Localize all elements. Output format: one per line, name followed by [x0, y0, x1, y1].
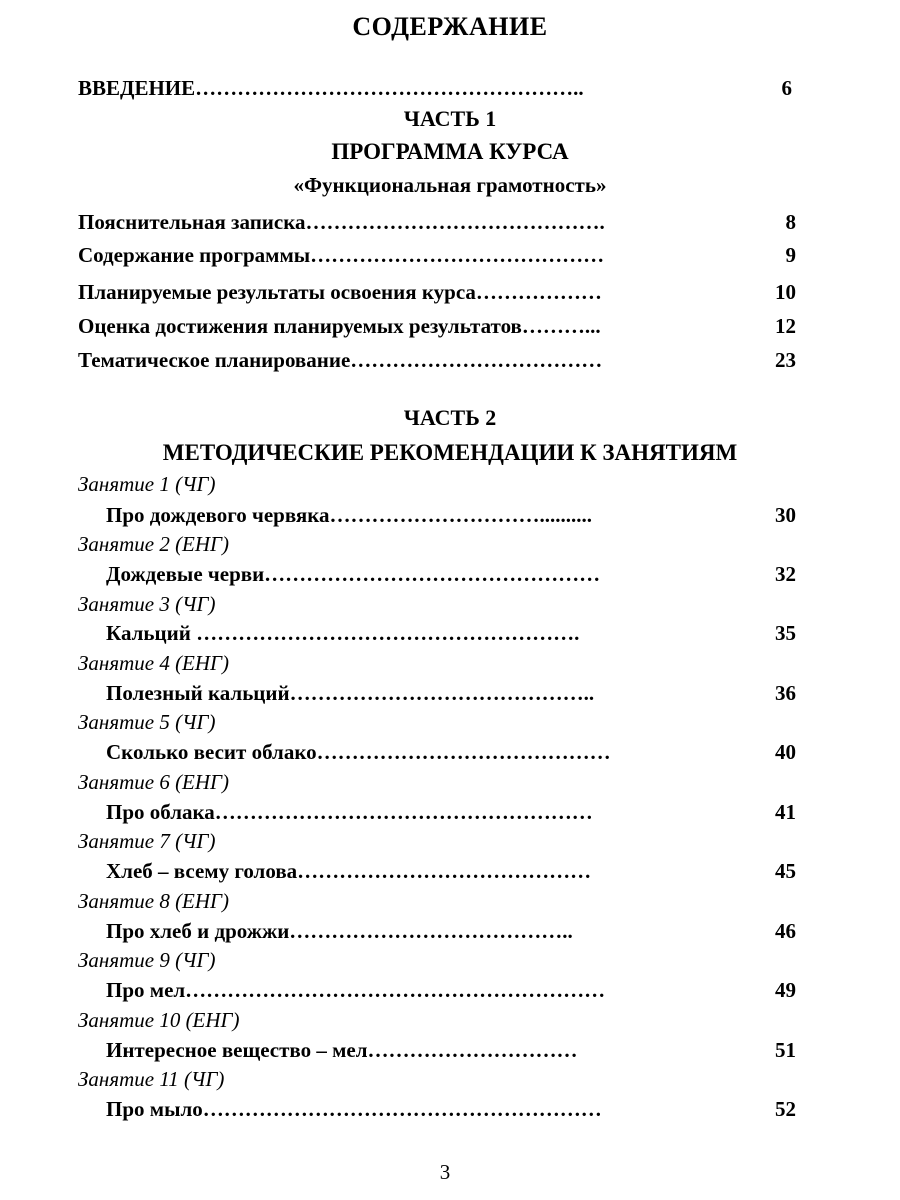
toc-entry-page: 12 — [775, 314, 796, 338]
toc-entry-page: 23 — [775, 348, 796, 372]
lesson-page: 30 — [775, 503, 796, 527]
lesson-title: Хлеб – всему голова…………………………………… — [106, 859, 592, 883]
lesson-title: Про хлеб и дрожжи………………………………….. — [106, 919, 573, 943]
lesson-label: Занятие 6 (ЕНГ) — [78, 770, 229, 794]
toc-entry-text: Оценка достижения планируемых результатов………... — [78, 314, 601, 338]
page-number: 3 — [439, 1160, 451, 1184]
part1-subheading: «Функциональная грамотность» — [293, 173, 607, 197]
lesson-page: 36 — [775, 681, 796, 705]
lesson-page: 49 — [775, 978, 796, 1002]
lesson-page: 32 — [775, 562, 796, 586]
lesson-title: Полезный кальций…………………………………….. — [106, 681, 595, 705]
toc-entry-page: 10 — [775, 280, 796, 304]
lesson-page: 45 — [775, 859, 796, 883]
lesson-title: Дождевые черви………………………………………… — [106, 562, 601, 586]
part1-label: ЧАСТЬ 1 — [403, 106, 497, 131]
lesson-label: Занятие 3 (ЧГ) — [78, 592, 216, 616]
lesson-label: Занятие 1 (ЧГ) — [78, 472, 216, 496]
lesson-label: Занятие 10 (ЕНГ) — [78, 1008, 240, 1032]
part2-label: ЧАСТЬ 2 — [403, 405, 497, 430]
lesson-title: Про мыло………………………………………………… — [106, 1097, 602, 1121]
toc-entry-text: Пояснительная записка……………………………………. — [78, 210, 605, 234]
lesson-page: 35 — [775, 621, 796, 645]
page-title: СОДЕРЖАНИЕ — [352, 12, 548, 41]
part2-heading: МЕТОДИЧЕСКИЕ РЕКОМЕНДАЦИИ К ЗАНЯТИЯМ — [162, 440, 738, 465]
intro-entry-text: ВВЕДЕНИЕ……………………………………………….. — [78, 76, 584, 100]
toc-entry-text: Содержание программы…………………………………… — [78, 243, 605, 267]
toc-entry-text: Планируемые результаты освоения курса……………… — [78, 280, 602, 304]
lesson-title: Кальций ………………………………………………. — [106, 621, 580, 645]
lesson-page: 41 — [775, 800, 796, 824]
lesson-label: Занятие 11 (ЧГ) — [78, 1067, 225, 1091]
lesson-label: Занятие 9 (ЧГ) — [78, 948, 216, 972]
lesson-title: Сколько весит облако…………………………………… — [106, 740, 611, 764]
lesson-title: Про облака……………………………………………… — [106, 800, 593, 824]
toc-entry-text: Тематическое планирование……………………………… — [78, 348, 603, 372]
lesson-label: Занятие 2 (ЕНГ) — [78, 532, 229, 556]
part1-heading: ПРОГРАММА КУРСА — [331, 139, 569, 164]
lesson-label: Занятие 8 (ЕНГ) — [78, 889, 229, 913]
lesson-title: Про мел…………………………………………………… — [106, 978, 606, 1002]
lesson-page: 46 — [775, 919, 796, 943]
lesson-label: Занятие 4 (ЕНГ) — [78, 651, 229, 675]
lesson-label: Занятие 5 (ЧГ) — [78, 710, 216, 734]
lesson-label: Занятие 7 (ЧГ) — [78, 829, 216, 853]
lesson-title: Про дождевого червяка………………………….......... — [106, 503, 593, 527]
lesson-title: Интересное вещество – мел………………………… — [106, 1038, 578, 1062]
lesson-page: 40 — [775, 740, 796, 764]
toc-entry-page: 9 — [785, 243, 796, 267]
toc-entry-page: 8 — [785, 210, 796, 234]
lesson-page: 52 — [775, 1097, 796, 1121]
intro-entry-page: 6 — [781, 76, 792, 100]
lesson-page: 51 — [775, 1038, 796, 1062]
